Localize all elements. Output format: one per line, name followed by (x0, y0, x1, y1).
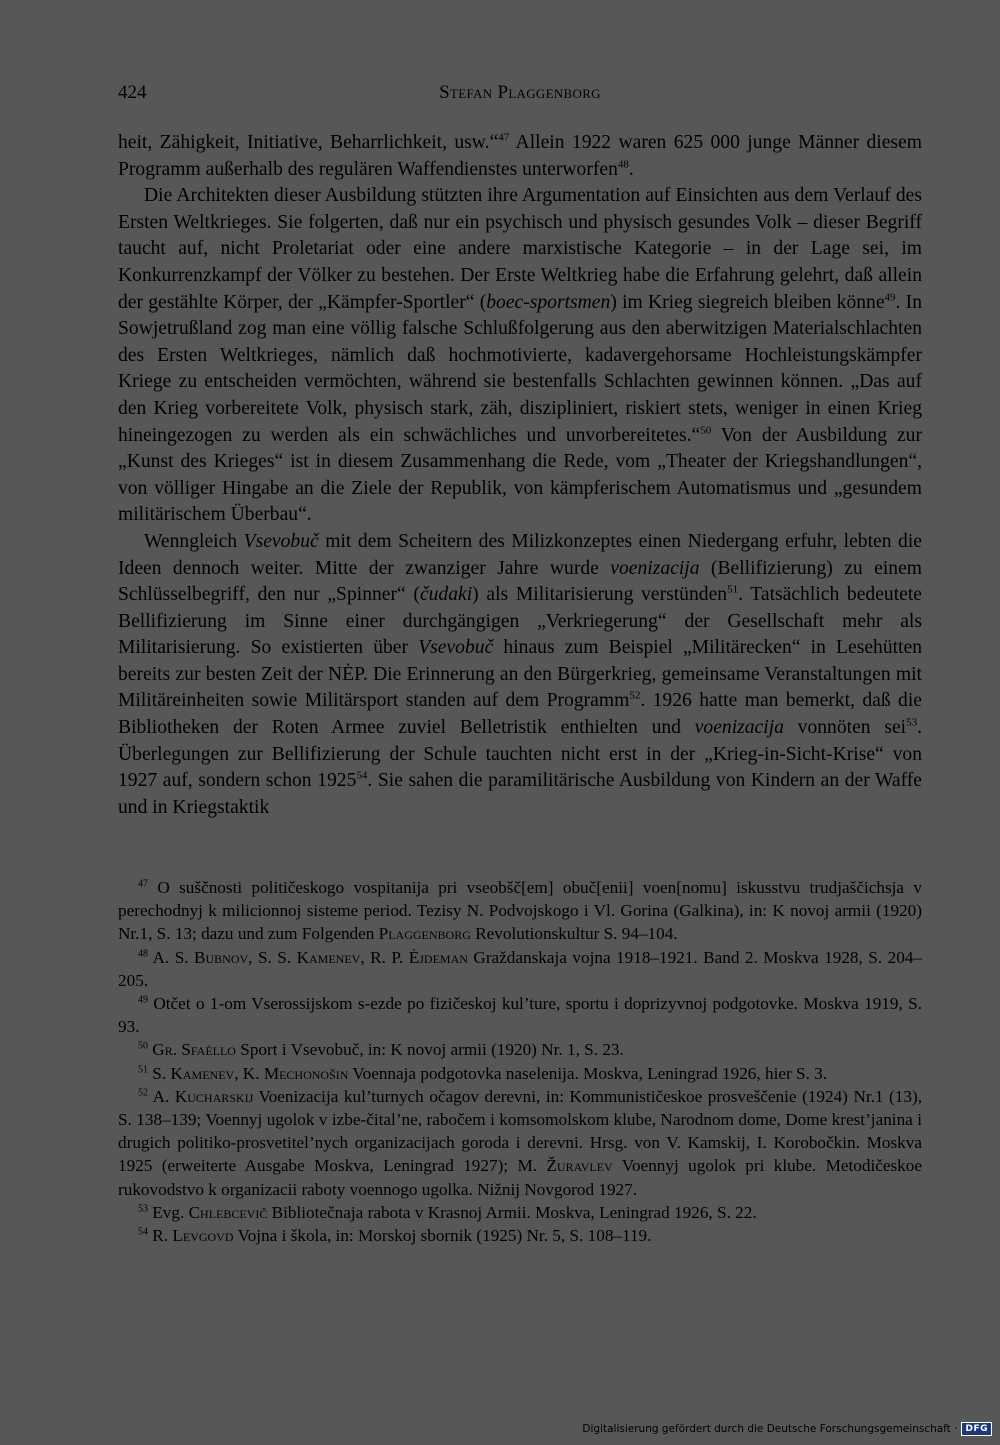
body-paragraph (118, 130, 922, 183)
text-run: Sport i Vsevobuč, in: K novoj armii (1920) Nr. 1, S. 23. (235, 1040, 624, 1060)
body-paragraph (118, 183, 922, 529)
footnote (118, 876, 922, 946)
italic-term: Vsevobuč (418, 637, 494, 659)
text-run: . 1926 hatte man bemerkt, daß die Bibliotheken der Roten Armee zuviel Belletristik enthielten und (118, 690, 922, 739)
text-run: Bibliotečnaja rabota v Krasnoj Armii. Moskva, Leningrad 1926, S. 22. (267, 1202, 757, 1222)
footnote-reference: 53 (906, 716, 918, 729)
text-run: (Bellifizierung) zu einem Schlüsselbegriff, den nur „Spinner“ ( (118, 557, 923, 606)
author-name: Gr. Sfaėllo (152, 1040, 236, 1060)
text-run: A. S. (148, 947, 195, 967)
footnote-reference: 47 (138, 878, 148, 890)
footnote-reference: 54 (138, 1226, 148, 1238)
author-name: Levgovd (172, 1226, 234, 1246)
author-name: Ėjdeman (408, 947, 468, 967)
italic-term: voenizacija (610, 557, 700, 579)
text-run: Voenizacija kul’turnych očagov derevni, in: Kommunističeskoe prosveščenie (1924) Nr.1 (13), S. 138–139; Voennyj ugolok v izbe-čital’ne, rabočem i komsomolskom klube, Narodnom dome, Dome krest’janina i drugich politiko-prosvetitel’nych organizacijach goroda i derevni. Hrsg. von V. Kamskij, I. Korobočkin. Moskva 1925 (erweiterte Ausgabe Moskva, Leningrad 1927); M. (118, 1086, 922, 1176)
italic-term: boec-sportsmen (486, 291, 611, 313)
body-paragraph (118, 529, 922, 822)
text-run: . Sie sahen die paramilitärische Ausbildung von Kindern an der Waffe und in Kriegstaktik (118, 770, 923, 818)
text-run: Evg. (148, 1202, 189, 1222)
text-run: Von der Ausbildung zur „Kunst des Krieges“ ist in diesem Zusammenhang die Rede, vom „Theater der Kriegshandlungen“, von völliger Hingabe an die Ziele der Republik, von kämpferischem Automatismus und „gesundem militärischem Überbau“. (118, 424, 923, 526)
footnote (118, 1224, 922, 1247)
footnote (118, 1201, 922, 1224)
footnote-reference: 52 (138, 1087, 148, 1099)
italic-term: voenizacija (694, 717, 784, 739)
text-run: mit dem Scheitern des Milizkonzeptes einen Niedergang erfuhr, lebten die Ideen dennoch weiter. Mitte der zwanziger Jahre wurde (118, 530, 922, 579)
text-run: ) als Militarisierung verstünden (472, 584, 728, 606)
text-run: Allein 1922 waren 625 000 junge Männer diesem Programm außerhalb des regulären Waffendienstes unterworfen (118, 132, 922, 180)
footnote-reference: 54 (356, 769, 368, 782)
text-run: . Tatsächlich bedeutete Bellifizierung im Sinne einer durchgängigen „Verkriegerung“ der Gesellschaft mehr als Militarisierung. So existierten über (118, 584, 922, 659)
author-name: Plaggenborg (378, 924, 471, 944)
main-text (118, 130, 922, 821)
text-run: O suščnosti političeskogo vospitanija pri vseobšč[em] obuč[enii] voen[nomu] iskusstvu trudjaščichsja v perechodnyj k milicionnoj sisteme period. Tezisy N. Podvojskogo i Vl. Gorina (Galkina), in: K novoj armii (1920) Nr.1, S. 13; dazu und zum Folgenden (118, 878, 922, 944)
author-name: Bubnov (194, 947, 249, 967)
footnote-reference: 51 (727, 583, 739, 596)
author-name: Kucharskij (174, 1086, 254, 1106)
text-run: . (628, 158, 634, 180)
text-run: S. (148, 1063, 171, 1083)
footnote-reference: 50 (138, 1040, 148, 1052)
text-run: heit, Zähigkeit, Initiative, Beharrlichkeit, usw.“ (118, 132, 499, 153)
text-run: Revolutionskultur S. 94–104. (470, 924, 678, 944)
footnote (118, 1062, 922, 1085)
funding-notice: Digitalisierung gefördert durch die Deutsche Forschungsgemeinschaft · (582, 1423, 958, 1435)
footnote (118, 1038, 922, 1061)
footnote-reference: 49 (138, 994, 148, 1006)
text-run: Vojna i škola, in: Morskoj sbornik (1925) Nr. 5, S. 108–119. (233, 1226, 652, 1246)
text-run: Wenngleich (144, 530, 244, 552)
text-run: , K. (234, 1063, 264, 1083)
footnote (118, 946, 922, 992)
text-run: Voennyj ugolok pri klube. Metodičeskoe rukovodstvo k organizacii raboty voennogo ugolka. Nižnij Novgorod 1927. (118, 1156, 922, 1199)
footnote-reference: 49 (884, 291, 896, 304)
running-head-author: Stefan Plaggenborg (439, 82, 601, 103)
italic-term: Vsevobuč (243, 530, 319, 552)
footnote (118, 1085, 922, 1201)
text-run: Otčet o 1-om Vserossijskom s-ezde po fizičeskoj kul’ture, sportu i doprizyvnoj podgotovke. Moskva 1919, S. 93. (118, 994, 922, 1037)
author-name: Kamenev (296, 947, 361, 967)
footnote-reference: 53 (138, 1203, 148, 1215)
text-run: hinaus zum Beispiel „Militärecken“ in Lesehütten bereits zur besten Zeit der NĖP. Die Erinnerung an den Bürgerkrieg, gemeinsame Veranstaltungen mit Militäreinheiten sowie Militärsport standen auf dem Programm (118, 637, 922, 712)
text-run: ) im Krieg siegreich bleiben könne (610, 291, 885, 313)
text-run: A. (148, 1086, 175, 1106)
author-name: Kamenev (170, 1063, 235, 1083)
footnote-reference: 52 (629, 689, 641, 702)
italic-term: čudaki (419, 584, 473, 606)
author-name: Mechonošin (263, 1063, 349, 1083)
text-run: , S. S. (248, 947, 297, 967)
author-name: Žuravlev (546, 1156, 613, 1176)
text-run: R. (148, 1226, 173, 1246)
page-header (118, 82, 922, 110)
footnote-reference: 47 (498, 131, 510, 144)
footnote-reference: 50 (700, 424, 712, 436)
text-run: vonnöten sei (783, 717, 907, 739)
text-run: , R. P. (360, 947, 409, 967)
page-number: 424 (118, 82, 147, 103)
footnotes (118, 876, 922, 1247)
footnote-reference: 48 (138, 947, 148, 959)
author-name: Chlebcevič (188, 1202, 268, 1222)
text-run: . In Sowjetrußland zog man eine völlig falsche Schlußfolgerung aus den aberwitzigen Materialschlachten des Ersten Weltkrieges, nämlich daß hochmotivierte, kadavergehorsame Hochleistungskämpfer Kriege zu entscheiden vermöchten, während sie bestenfalls Schlachten gewinnen können. „Das auf den Krieg vorbereitete Volk, physisch stark, zäh, diszipliniert, riskiert stets, weniger in einen Krieg hineingezogen zu werden als ein schwächliches und unvorbereitetes.“ (118, 291, 922, 446)
text-run: . Überlegungen zur Bellifizierung der Schule tauchten nicht erst in der „Krieg-in-Sicht-Krise“ von 1927 auf, sondern schon 1925 (118, 717, 922, 792)
footnote-reference: 48 (617, 158, 629, 171)
text-run: Graždanskaja vojna 1918–1921. Band 2. Moskva 1928, S. 204–205. (118, 947, 922, 990)
text-run: Voennaja podgotovka naselenija. Moskva, Leningrad 1926, hier S. 3. (348, 1063, 828, 1083)
text-run: Die Architekten dieser Ausbildung stützten ihre Argumentation auf Einsichten aus dem Verlauf des Ersten Weltkrieges. Sie folgerten, daß nur ein psychisch und physisch gesundes Volk – dieser Begriff taucht auf, nicht Proletariat oder eine andere marxistische Kategorie – in der Lage sei, im Konkurrenzkampf der Völker zu bestehen. Der Erste Weltkrieg habe die Erfahrung gelehrt, daß allein der gestählte Körper, der „Kämpfer-Sportler“ ( (118, 185, 922, 313)
footnote (118, 992, 922, 1038)
footnote-reference: 51 (138, 1063, 148, 1075)
digitization-footer (582, 1421, 992, 1437)
dfg-logo: DFG (961, 1422, 992, 1436)
